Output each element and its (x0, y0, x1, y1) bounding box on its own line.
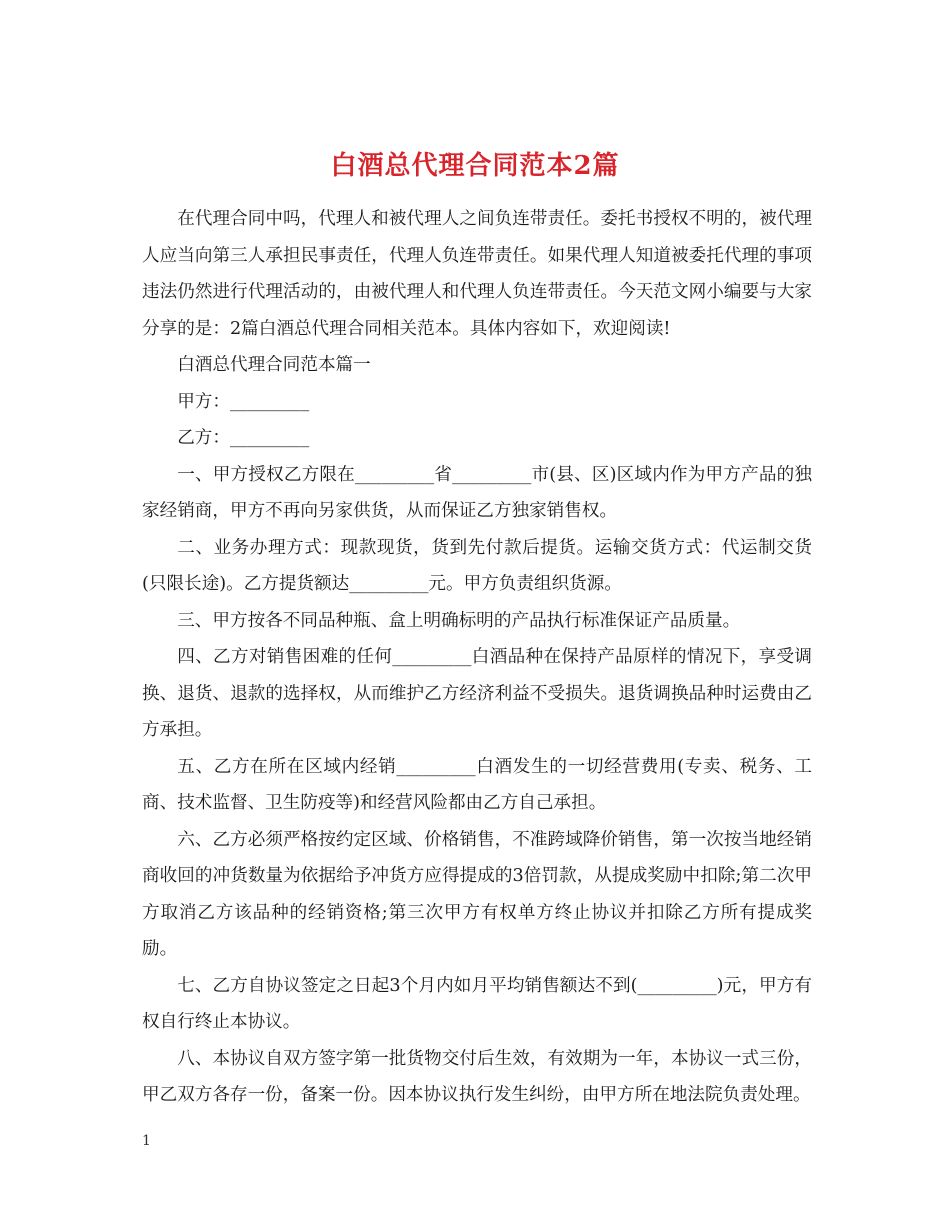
document-title: 白酒总代理合同范本2篇 (330, 151, 620, 182)
clause-3: 三、甲方按各不同品种瓶、盒上明确标明的产品执行标准保证产品质量。 (177, 610, 741, 631)
clause-2: 二、业务办理方式：现款现货，货到先付款后提货。运输交货方式：代运制交货(只限长途)。乙方提货额达_________元。甲方负责组织货源。 (142, 537, 812, 594)
clause-4: 四、乙方对销售困难的任何_________白酒品种在保持产品原样的情况下，享受调换、退货、退款的选择权，从而维护乙方经济利益不受损失。退货调换品种时运费由乙方承担。 (142, 647, 812, 740)
clause-5: 五、乙方在所在区域内经销_________白酒发生的一切经营费用(专卖、税务、工商、技术监督、卫生防疫等)和经营风险都由乙方自己承担。 (142, 756, 812, 813)
clause-1: 一、甲方授权乙方限在_________省_________市(县、区)区域内作为甲方产品的独家经销商，甲方不再向另家供货，从而保证乙方独家销售权。 (142, 464, 812, 521)
clause-7: 七、乙方自协议签定之日起3个月内如月平均销售额达不到(_________)元，甲方有权自行终止本协议。 (142, 975, 812, 1032)
page-number: 1 (142, 1133, 151, 1149)
intro-paragraph: 在代理合同中吗，代理人和被代理人之间负连带责任。委托书授权不明的，被代理人应当向第三人承担民事责任，代理人负连带责任。如果代理人知道被委托代理的事项违法仍然进行代理活动的，由被代理人和代理人负连带责任。今天范文网小编要与大家分享的是：2篇白酒总代理合同相关范本。具体内容如下，欢迎阅读! (142, 209, 812, 339)
section-heading: 白酒总代理合同范本篇一 (177, 355, 371, 375)
document-body (142, 201, 812, 1114)
party-a-line: 甲方：_________ (177, 391, 310, 412)
party-b-line: 乙方：_________ (177, 428, 310, 448)
clause-8: 八、本协议自双方签字第一批货物交付后生效，有效期为一年，本协议一式三份，甲乙双方各存一份，备案一份。因本协议执行发生纠纷，由甲方所在地法院负责处理。 (142, 1048, 812, 1105)
clause-6: 六、乙方必须严格按约定区域、价格销售，不准跨域降价销售，第一次按当地经销商收回的冲货数量为依据给予冲货方应得提成的3倍罚款，从提成奖励中扣除;第二次甲方取消乙方该品种的经销资格;第三次甲方有权单方终止协议并扣除乙方所有提成奖励。 (142, 829, 812, 959)
